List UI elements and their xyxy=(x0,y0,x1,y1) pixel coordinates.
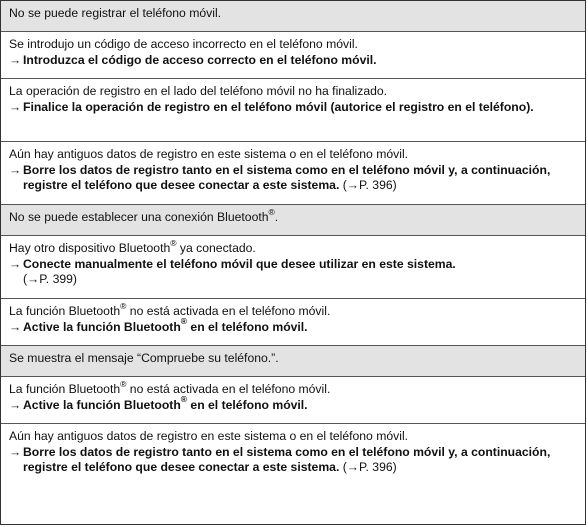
header-text-part: No se puede establecer una conexión Bluetooth xyxy=(9,210,269,224)
action-label: en el teléfono móvil. xyxy=(187,319,308,334)
page-reference: (→P. 396) xyxy=(342,460,397,474)
registered-mark: ® xyxy=(120,300,127,311)
table-row xyxy=(1,79,585,142)
action-text xyxy=(23,394,577,414)
cause-text: La operación de registro en el lado del teléfono móvil no ha finalizado. xyxy=(9,84,388,98)
action-line xyxy=(9,163,577,194)
arrow-icon: → xyxy=(9,256,22,271)
action-label: Borre los datos de registro tanto en el sistema como en el teléfono móvil y, a continuación, registre el teléfono que desee conectar a este sistema. xyxy=(23,162,551,192)
action-text xyxy=(23,316,577,336)
cause-text: Aún hay antiguos datos de registro en este sistema o en el teléfono móvil. xyxy=(9,147,409,161)
cause-text-part: ya conectado. xyxy=(176,241,256,255)
action-label: Finalice la operación de registro en el teléfono móvil (autorice el registro en el teléfono). xyxy=(23,99,534,114)
registered-mark: ® xyxy=(120,378,127,389)
section-header xyxy=(1,346,585,377)
cause-text xyxy=(9,378,577,398)
table-row xyxy=(1,142,585,205)
registered-mark: ® xyxy=(268,206,275,217)
table-row xyxy=(1,32,585,79)
action-line xyxy=(9,394,577,414)
section-header xyxy=(1,1,585,32)
action-label: Borre los datos de registro tanto en el sistema como en el teléfono móvil y, a continuación, registre el teléfono que desee conectar a este sistema. xyxy=(23,444,551,474)
action-label: en el teléfono móvil. xyxy=(187,397,308,412)
table-row xyxy=(1,299,585,346)
page-reference: (→P. 399) xyxy=(23,272,77,286)
cause-text-part: Hay otro dispositivo Bluetooth xyxy=(9,241,171,255)
section-header xyxy=(1,205,585,236)
action-text xyxy=(23,257,577,288)
cause-text: Se introdujo un código de acceso incorrecto en el teléfono móvil. xyxy=(9,37,358,51)
table-row xyxy=(1,236,585,299)
action-label: Introduzca el código de acceso correcto en el teléfono móvil. xyxy=(23,52,377,67)
action-text xyxy=(23,163,577,194)
header-text-part: . xyxy=(274,210,279,224)
action-line xyxy=(9,257,577,288)
cause-text xyxy=(9,300,577,320)
action-line xyxy=(9,316,577,336)
action-line xyxy=(9,445,577,476)
arrow-icon: → xyxy=(9,99,22,114)
action-label: Active la función Bluetooth xyxy=(23,397,181,412)
cause-text-part: La función Bluetooth xyxy=(9,304,121,318)
arrow-icon: → xyxy=(9,52,22,67)
section-header-text: Se muestra el mensaje “Compruebe su teléfono.”. xyxy=(9,351,279,365)
action-text xyxy=(23,100,577,116)
page-reference: (→P. 396) xyxy=(342,178,397,192)
arrow-icon: → xyxy=(9,444,22,459)
action-label: Conecte manualmente el teléfono móvil que desee utilizar en este sistema. xyxy=(23,256,456,271)
table-row xyxy=(1,424,585,524)
action-line xyxy=(9,100,577,116)
registered-mark: ® xyxy=(180,394,188,405)
action-line xyxy=(9,53,577,69)
cause-text-part: La función Bluetooth xyxy=(9,382,121,396)
arrow-icon: → xyxy=(9,162,22,177)
cause-text-part: no está activada en el teléfono móvil. xyxy=(126,382,331,396)
action-text xyxy=(23,53,577,69)
registered-mark: ® xyxy=(170,237,177,248)
table-row xyxy=(1,377,585,424)
cause-text xyxy=(9,237,577,257)
arrow-icon: → xyxy=(9,319,22,334)
action-text xyxy=(23,445,577,476)
registered-mark: ® xyxy=(180,316,188,327)
cause-text: Aún hay antiguos datos de registro en este sistema o en el teléfono móvil. xyxy=(9,429,409,443)
arrow-icon: → xyxy=(9,397,22,412)
cause-text-part: no está activada en el teléfono móvil. xyxy=(126,304,331,318)
section-header-text: No se puede registrar el teléfono móvil. xyxy=(9,6,222,20)
action-label: Active la función Bluetooth xyxy=(23,319,181,334)
section-header-text xyxy=(9,206,279,224)
